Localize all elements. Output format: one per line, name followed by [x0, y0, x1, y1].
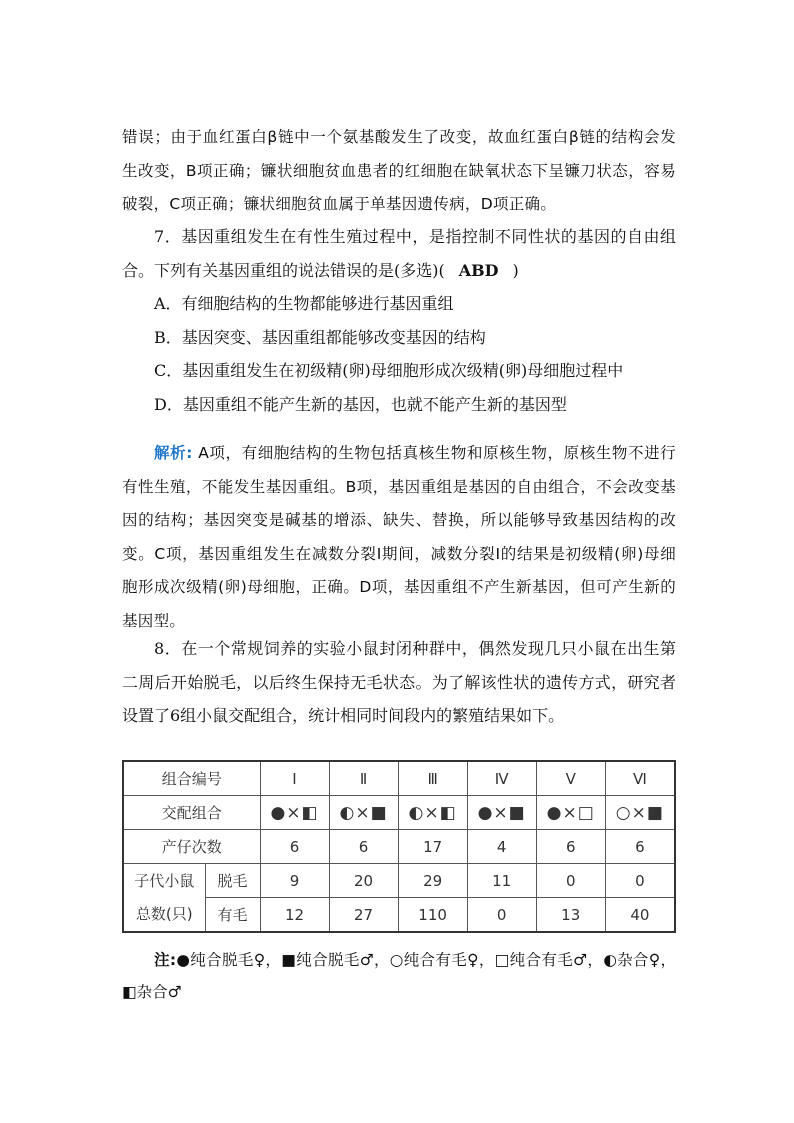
question-7-stem-end: ) [512, 260, 519, 280]
table-row-groups [123, 761, 675, 796]
cross-cell: ○×■ [605, 796, 675, 830]
explanation-text: A项，有细胞结构的生物包括真核生物和原核生物，原核生物不进行有性生殖，不能发生基因重组。B项，基因重组是基因的自由组合，不会改变基因的结构；基因突变是碱基的增添、缺失、替换，所以能够导致基因结构的改变。C项，基因重组发生在减数分裂Ⅰ期间，减数分裂Ⅰ的结果是初级精(卵)母细胞形成次级精(卵)母细胞，正确。D项，基因重组不产生新基因，但可产生新的基因型。 [122, 444, 676, 630]
question-7 [122, 220, 676, 421]
option-d: D．基因重组不能产生新的基因，也就不能产生新的基因型 [154, 394, 567, 414]
results-table [122, 760, 676, 933]
cross-cell: ●×◧ [260, 796, 329, 830]
cross-cell: ◐×◧ [398, 796, 467, 830]
table-note [122, 944, 676, 1008]
group-cell: Ⅲ [398, 761, 467, 796]
cross-cell: ◐×■ [329, 796, 398, 830]
table-row-crosses [123, 796, 675, 830]
note-text: ●纯合脱毛♀，■纯合脱毛♂，○纯合有毛♀，□纯合有毛♂，◐杂合♀，◧杂合♂ [122, 951, 676, 1001]
haired-cell: 0 [467, 898, 536, 933]
hairless-cell: 11 [467, 864, 536, 898]
question-7-stem-text: 7．基因重组发生在有性生殖过程中，是指控制不同性状的基因的自由组合。下列有关基因重组的说法错误的是(多选)( [122, 227, 676, 280]
explanation-label: 解析: [154, 444, 193, 462]
previous-explanation: 错误；由于血红蛋白β链中一个氨基酸发生了改变，故血红蛋白β链的结构会发生改变，B项正确；镰状细胞贫血患者的红细胞在缺氧状态下呈镰刀状态，容易破裂，C项正确；镰状细胞贫血属于单基因遗传病，D项正确。 [122, 128, 676, 213]
hairless-label: 脱毛 [205, 864, 260, 898]
cross-label: 交配组合 [123, 796, 260, 830]
litters-cell: 4 [467, 830, 536, 864]
question-7-stem [122, 220, 676, 287]
haired-cell: 110 [398, 898, 467, 933]
question-7-answer: ABD [458, 260, 499, 280]
cross-cell: ●×■ [467, 796, 536, 830]
group-cell: Ⅱ [329, 761, 398, 796]
note-label: 注: [154, 951, 177, 969]
litters-cell: 6 [605, 830, 675, 864]
group-cell: Ⅵ [605, 761, 675, 796]
offspring-label-line-2: 总数(只) [135, 904, 193, 923]
haired-cell: 27 [329, 898, 398, 933]
question-8-stem: 8．在一个常规饲养的实验小鼠封闭种群中，偶然发现几只小鼠在出生第二周后开始脱毛，以后终生保持无毛状态。为了解该性状的遗传方式，研究者设置了6组小鼠交配组合，统计相同时间段内的繁殖结果如下。 [122, 639, 676, 725]
litters-cell: 6 [536, 830, 605, 864]
group-cell: Ⅰ [260, 761, 329, 796]
hairless-cell: 29 [398, 864, 467, 898]
table-row-hairless [123, 864, 675, 898]
litters-cell: 6 [329, 830, 398, 864]
offspring-label [123, 864, 205, 933]
option-a: A．有细胞结构的生物都能够进行基因重组 [154, 294, 454, 313]
explanation [122, 437, 676, 638]
hairless-cell: 0 [536, 864, 605, 898]
group-cell: Ⅳ [467, 761, 536, 796]
header-label: 组合编号 [123, 761, 260, 796]
hairless-cell: 20 [329, 864, 398, 898]
haired-cell: 40 [605, 898, 675, 933]
group-cell: Ⅴ [536, 761, 605, 796]
hairless-cell: 9 [260, 864, 329, 898]
table-row-haired [123, 898, 675, 933]
cross-cell: ●×□ [536, 796, 605, 830]
table-row-litters [123, 830, 675, 864]
haired-cell: 13 [536, 898, 605, 933]
haired-label: 有毛 [205, 898, 260, 933]
hairless-cell: 0 [605, 864, 675, 898]
litters-cell: 6 [260, 830, 329, 864]
litters-cell: 17 [398, 830, 467, 864]
litters-label: 产仔次数 [123, 830, 260, 864]
option-c: C．基因重组发生在初级精(卵)母细胞形成次级精(卵)母细胞过程中 [154, 361, 624, 380]
option-b: B．基因突变、基因重组都能够改变基因的结构 [154, 327, 486, 347]
haired-cell: 12 [260, 898, 329, 933]
offspring-label-line-1: 子代小鼠 [134, 871, 195, 890]
